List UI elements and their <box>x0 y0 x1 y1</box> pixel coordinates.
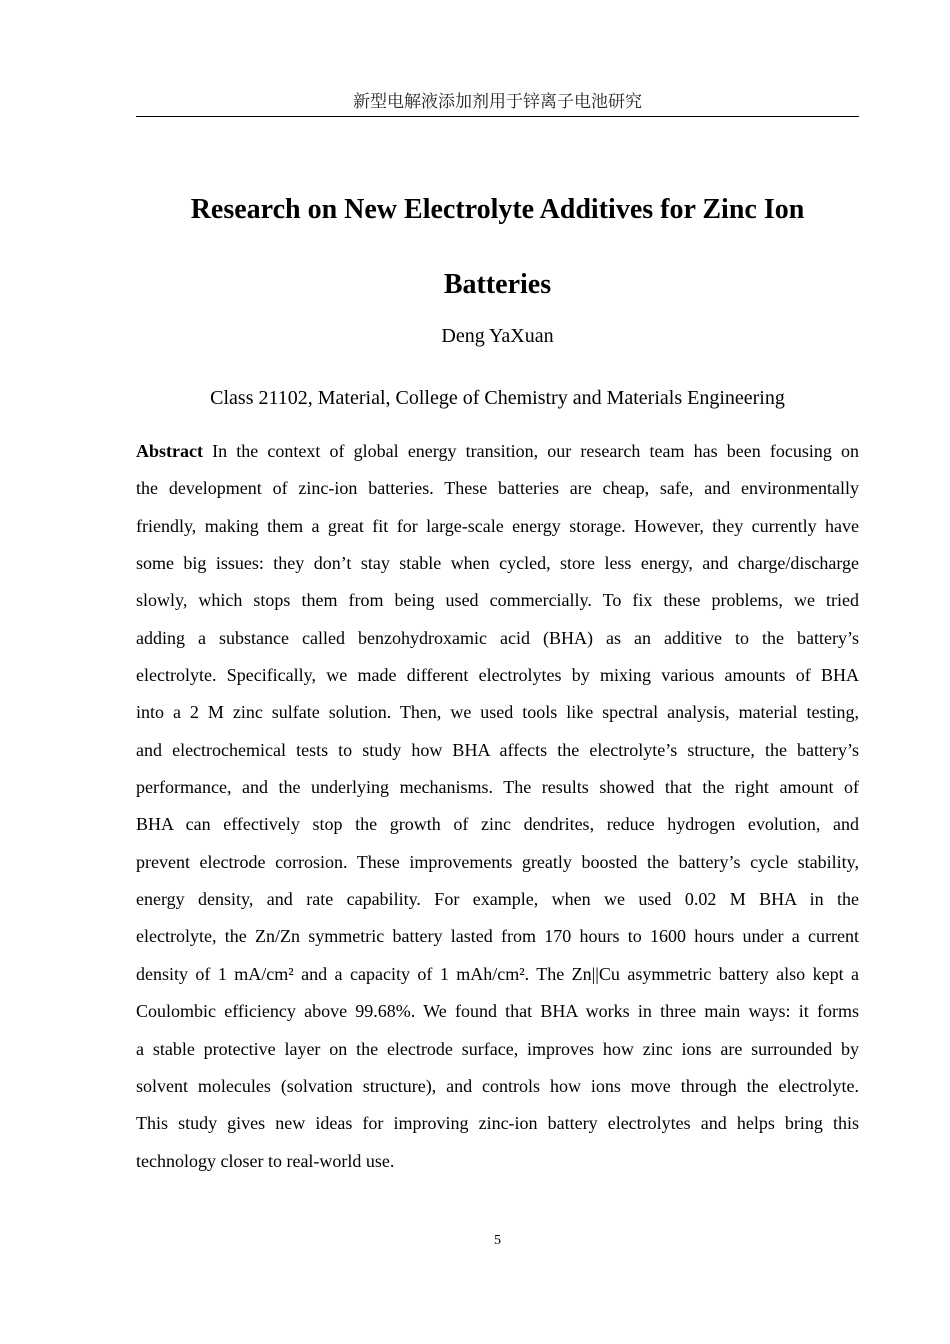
abstract-line <box>136 549 859 586</box>
abstract-line-text: solvent molecules (solvation structure), and controls how ions move through the electrolyte. <box>136 1075 859 1096</box>
abstract-line-text: into a 2 M zinc sulfate solution. Then, we used tools like spectral analysis, material testing, <box>136 702 859 723</box>
abstract-line-text: electrolyte, the Zn/Zn symmetric battery lasted from 170 hours to 1600 hours under a current <box>136 926 859 947</box>
abstract-line-text: technology closer to real-world use. <box>136 1150 395 1171</box>
abstract-line-text: some big issues: they don’t stay stable when cycled, store less energy, and charge/discharge <box>136 553 859 574</box>
abstract <box>136 437 859 1184</box>
abstract-line <box>136 848 859 885</box>
abstract-line <box>136 437 859 474</box>
abstract-line-text: a stable protective layer on the electrode surface, improves how zinc ions are surrounded by <box>136 1038 859 1059</box>
abstract-line <box>136 661 859 698</box>
abstract-line <box>136 960 859 997</box>
abstract-line <box>136 624 859 661</box>
abstract-line <box>136 1147 859 1184</box>
abstract-line <box>136 773 859 810</box>
abstract-line-text: prevent electrode corrosion. These improvements greatly boosted the battery’s cycle stability, <box>136 851 859 872</box>
abstract-line-text: friendly, making them a great fit for large-scale energy storage. However, they currently have <box>136 515 859 536</box>
abstract-line <box>136 810 859 847</box>
running-header: 新型电解液添加剂用于锌离子电池研究 <box>136 90 859 117</box>
abstract-line <box>136 586 859 623</box>
abstract-label: Abstract <box>136 441 203 461</box>
title-line-1: Research on New Electrolyte Additives for Zinc Ion <box>190 194 805 225</box>
abstract-line-text: performance, and the underlying mechanisms. The results showed that the right amount of <box>136 777 859 798</box>
abstract-line-text: BHA can effectively stop the growth of zinc dendrites, reduce hydrogen evolution, and <box>136 814 859 835</box>
page-number: 5 <box>494 1233 501 1248</box>
abstract-line <box>136 922 859 959</box>
abstract-line <box>136 1072 859 1109</box>
abstract-line <box>136 512 859 549</box>
paper-title <box>100 172 895 322</box>
abstract-line-text: Coulombic efficiency above 99.68%. We found that BHA works in three main ways: it forms <box>136 1001 859 1022</box>
author-affiliation: Class 21102, Material, College of Chemistry and Materials Engineering <box>210 387 785 409</box>
abstract-line-text: electrolyte. Specifically, we made different electrolytes by mixing various amounts of BHA <box>136 665 859 686</box>
abstract-line-text: density of 1 mA/cm² and a capacity of 1 mAh/cm². The Zn||Cu asymmetric battery also kept a <box>136 963 859 984</box>
abstract-line <box>136 885 859 922</box>
abstract-line <box>136 1109 859 1146</box>
abstract-line <box>136 474 859 511</box>
abstract-line-text: energy density, and rate capability. For example, when we used 0.02 M BHA in the <box>136 889 859 910</box>
abstract-line-text: In the context of global energy transition, our research team has been focusing on <box>212 441 860 461</box>
abstract-line-text: and electrochemical tests to study how BHA affects the electrolyte’s structure, the battery’s <box>136 739 859 760</box>
abstract-line-text: This study gives new ideas for improving zinc-ion battery electrolytes and helps bring this <box>136 1113 859 1134</box>
abstract-line-text: adding a substance called benzohydroxamic acid (BHA) as an additive to the battery’s <box>136 627 859 648</box>
abstract-line-text: slowly, which stops them from being used commercially. To fix these problems, we tried <box>136 590 859 611</box>
abstract-line <box>136 997 859 1034</box>
abstract-line <box>136 1035 859 1072</box>
abstract-line <box>136 736 859 773</box>
title-line-2: Batteries <box>443 269 552 300</box>
author-name: Deng YaXuan <box>441 325 554 347</box>
abstract-line <box>136 698 859 735</box>
abstract-line-text: the development of zinc-ion batteries. These batteries are cheap, safe, and environmentally <box>136 478 859 499</box>
